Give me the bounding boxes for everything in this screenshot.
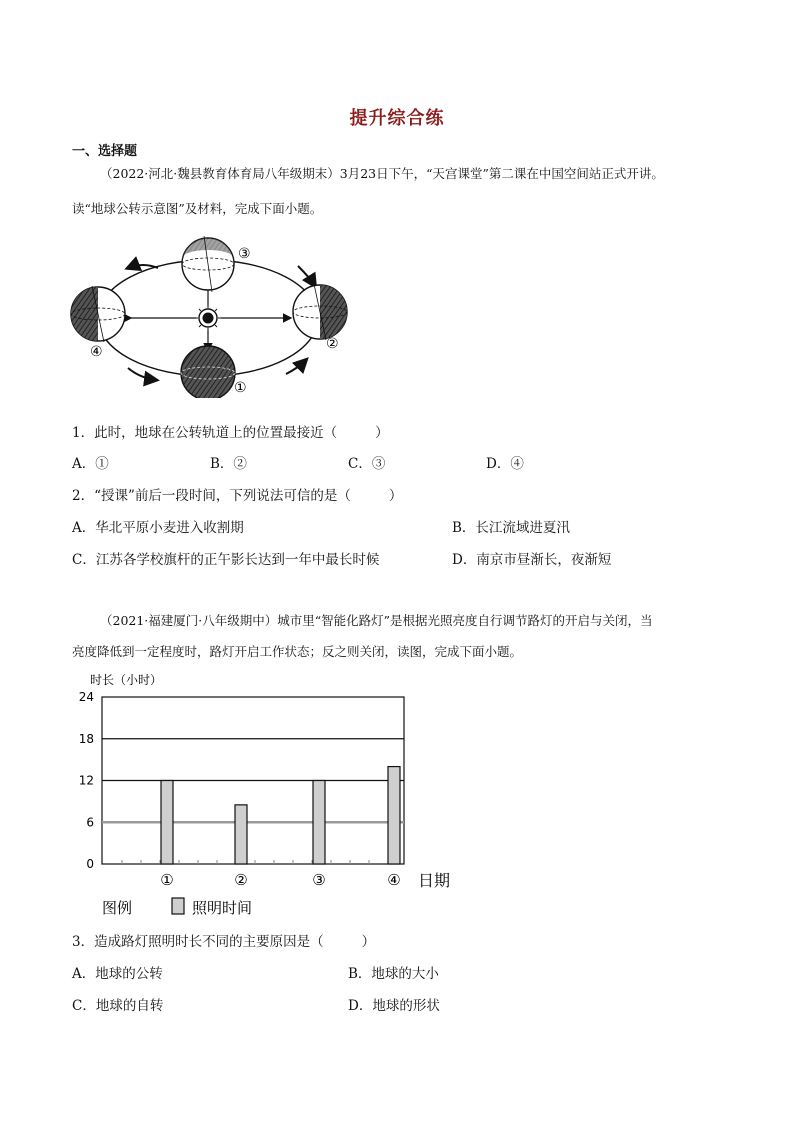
orbit-arrow-bottom-right xyxy=(286,360,306,374)
orbit-arrow-bottom-left xyxy=(128,368,156,380)
q1-option-b[interactable]: B．② xyxy=(210,456,247,472)
orbit-arrow-top-right xyxy=(298,266,315,286)
page-title: 提升综合练 xyxy=(349,108,445,129)
bar-4 xyxy=(388,767,400,864)
q1-option-d[interactable]: D．④ xyxy=(486,456,524,472)
q2-option-b[interactable]: B．长江流域进夏汛 xyxy=(452,520,570,536)
earth-orbit-diagram xyxy=(68,228,358,398)
q3-option-d[interactable]: D．地球的形状 xyxy=(348,998,440,1014)
label-2: ② xyxy=(326,336,339,352)
chart-ylabel: 时长（小时） xyxy=(90,673,163,687)
q1-stem: 1．此时，地球在公转轨道上的位置最接近（ ） xyxy=(72,425,389,441)
x-tick-label: ③ xyxy=(312,871,326,889)
q2-option-d[interactable]: D．南京市昼渐长，夜渐短 xyxy=(452,552,612,568)
y-tick-label: 18 xyxy=(78,731,94,746)
q2-option-a[interactable]: A．华北平原小麦进入收割期 xyxy=(72,520,244,536)
label-4: ④ xyxy=(90,344,103,360)
lighting-chart xyxy=(68,668,468,920)
bar-2 xyxy=(235,805,247,864)
label-1: ① xyxy=(234,380,247,396)
q3-option-a[interactable]: A．地球的公转 xyxy=(72,966,163,982)
legend-title: 图例 xyxy=(102,899,133,917)
legend-swatch xyxy=(172,898,184,914)
legend-label: 照明时间 xyxy=(192,899,253,917)
y-tick-label: 24 xyxy=(78,690,94,704)
earth-position-3 xyxy=(182,236,234,292)
q2-stem: 2．“授课”前后一段时间，下列说法可信的是（ ） xyxy=(72,488,403,504)
bar-3 xyxy=(313,781,325,865)
q1-option-a[interactable]: A．① xyxy=(72,456,109,472)
earth-position-2 xyxy=(293,284,347,340)
block1-intro-line1: （2022·河北·魏县教育体育局八年级期末）3月23日下午，“天宫课堂”第二课在中国空间站正式开讲。 xyxy=(100,166,664,181)
y-tick-label: 6 xyxy=(86,815,94,830)
chart-xlabel: 日期 xyxy=(418,871,451,890)
earth-position-4 xyxy=(71,286,125,342)
y-tick-label: 0 xyxy=(86,857,94,871)
x-tick-label: ① xyxy=(160,871,174,889)
section-heading: 一、选择题 xyxy=(72,144,138,159)
bar-1 xyxy=(161,781,173,865)
q3-option-c[interactable]: C．地球的自转 xyxy=(72,998,164,1014)
x-tick-label: ② xyxy=(234,871,248,889)
block2-intro-line1: （2021·福建厦门·八年级期中）城市里“智能化路灯”是根据光照亮度自行调节路灯的开启与关闭，当 xyxy=(100,613,653,628)
sun-icon xyxy=(195,305,221,331)
block2-intro-line2: 亮度降低到一定程度时，路灯开启工作状态；反之则关闭，读图，完成下面小题。 xyxy=(72,644,523,659)
block1-intro-line2: 读“地球公转示意图”及材料，完成下面小题。 xyxy=(72,201,323,216)
x-tick-label: ④ xyxy=(387,871,401,889)
y-tick-label: 12 xyxy=(78,773,94,788)
label-3: ③ xyxy=(238,246,251,262)
q3-stem: 3．造成路灯照明时长不同的主要原因是（ ） xyxy=(72,934,376,950)
q2-option-c[interactable]: C．江苏各学校旗杆的正午影长达到一年中最长时候 xyxy=(72,552,380,568)
earth-position-1 xyxy=(181,346,235,398)
q1-option-c[interactable]: C．③ xyxy=(348,456,386,472)
q3-option-b[interactable]: B．地球的大小 xyxy=(348,966,439,982)
